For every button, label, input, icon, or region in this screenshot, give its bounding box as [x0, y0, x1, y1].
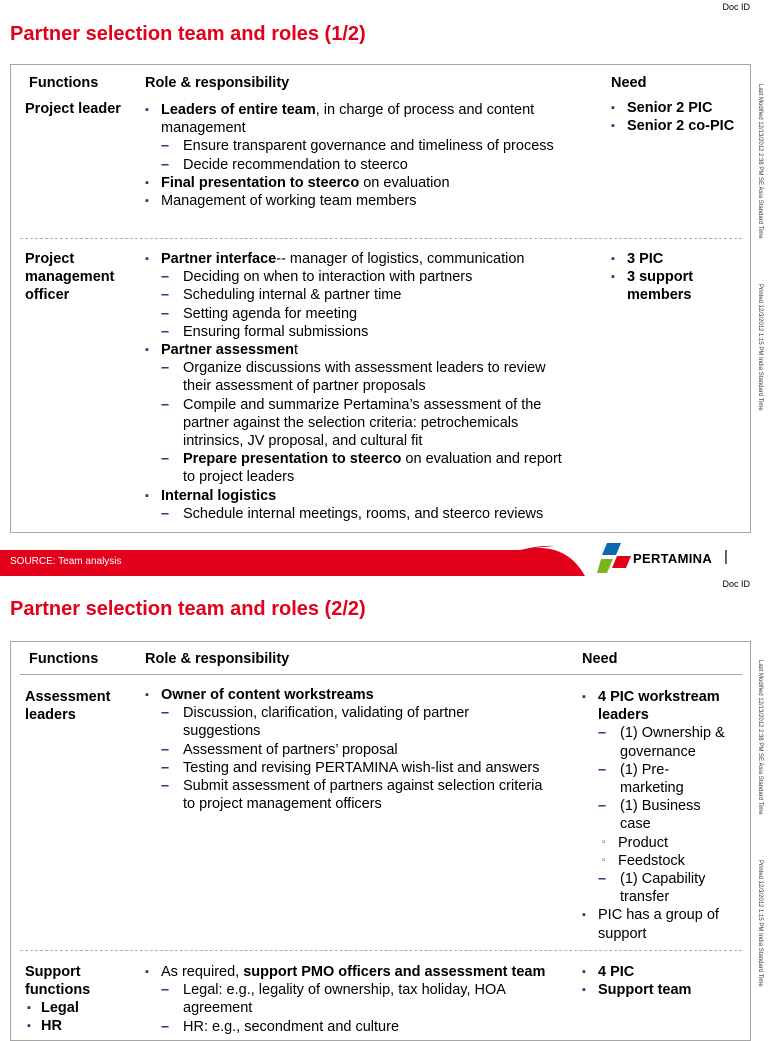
- list-item: [145, 981, 545, 999]
- item-text: to project leaders: [183, 469, 295, 486]
- bold-text: Final presentation to steerco: [161, 174, 360, 191]
- function-name: [25, 963, 90, 1035]
- list-item: [582, 906, 725, 924]
- list-item: [582, 870, 725, 888]
- item-text: , in charge of process and content: [315, 102, 535, 118]
- item-text: (1) Ownership &: [620, 725, 725, 742]
- header-functions: Functions: [29, 651, 99, 667]
- list-item: [145, 396, 562, 414]
- need-list: [582, 963, 691, 999]
- function-line: management: [25, 269, 115, 285]
- list-item: [145, 192, 554, 210]
- function-name: [25, 100, 121, 118]
- bullet-icon: ▪: [582, 966, 586, 978]
- list-item: [145, 119, 554, 137]
- header-need: Need: [611, 75, 647, 91]
- doc-id: Doc ID: [722, 579, 750, 589]
- bold-text: members: [627, 287, 692, 304]
- list-item: [582, 779, 725, 797]
- dash-icon: –: [161, 360, 170, 377]
- header-role: Role & responsibility: [145, 75, 290, 91]
- item-text: PIC has a group of: [598, 907, 719, 924]
- list-item: [145, 777, 542, 795]
- bold-text: Leaders of entire team: [161, 102, 316, 118]
- item-text: Testing and revising PERTAMINA wish-list and answers: [183, 759, 540, 776]
- list-item: [582, 834, 725, 852]
- list-item: [145, 999, 545, 1017]
- function-line: functions: [25, 982, 91, 998]
- bullet-icon: ▪: [145, 104, 149, 116]
- role-list: [145, 686, 542, 813]
- header-functions: Functions: [29, 75, 99, 91]
- function-bullet-text: HR: [41, 1018, 62, 1034]
- dash-icon: –: [161, 705, 170, 722]
- role-list: [145, 101, 554, 210]
- list-item: [145, 450, 562, 468]
- bullet-icon: ▪: [27, 1020, 31, 1032]
- bullet-icon: ▪: [145, 966, 149, 978]
- row-separator: [20, 238, 742, 239]
- list-item: [145, 505, 562, 523]
- list-item: [611, 286, 693, 304]
- logo-wordmark: PERTAMINA: [633, 551, 713, 566]
- bold-text: Prepare presentation to steerco: [183, 451, 402, 468]
- bold-text: leaders: [598, 707, 649, 724]
- function-line: officer: [25, 287, 70, 303]
- dash-icon: –: [161, 287, 170, 304]
- item-text: HR: e.g., secondment and culture: [183, 1018, 400, 1035]
- function-name: [25, 250, 114, 304]
- list-item: [145, 468, 562, 486]
- page-title: Partner selection team and roles (2/2): [10, 598, 366, 620]
- item-text: (1) Pre-: [620, 761, 670, 778]
- dash-icon: –: [161, 982, 170, 999]
- bullet-icon: ▪: [611, 253, 615, 265]
- role-list: [145, 963, 545, 1036]
- list-item: [145, 686, 542, 704]
- item-text: Setting agenda for meeting: [183, 305, 358, 322]
- square-bullet-icon: ▫: [602, 836, 606, 848]
- item-text: As required,: [161, 964, 244, 980]
- bold-text: Support team: [598, 982, 692, 999]
- list-item: [582, 761, 725, 779]
- bold-text: Senior 2 PIC: [627, 100, 713, 116]
- list-item: [145, 323, 562, 341]
- row-separator: [20, 950, 742, 951]
- bullet-icon: ▪: [582, 909, 586, 922]
- item-text: Legal: e.g., legality of ownership, tax holiday, HOA: [183, 982, 506, 999]
- list-item: [582, 706, 725, 724]
- list-item: [611, 250, 693, 268]
- function-bullet-text: Legal: [41, 1000, 79, 1016]
- list-item: [145, 341, 562, 359]
- item-text: Management of working team members: [161, 193, 417, 210]
- source-note: SOURCE: Team analysis: [10, 556, 122, 567]
- bullet-icon: ▪: [611, 271, 615, 284]
- bold-text: Senior 2 co-PIC: [627, 118, 735, 135]
- item-text: their assessment of partner proposals: [183, 378, 426, 395]
- dash-icon: –: [161, 741, 170, 758]
- item-text: (1) Business: [620, 798, 701, 815]
- list-item: [611, 117, 734, 135]
- dash-icon: –: [161, 323, 170, 340]
- item-text: governance: [620, 743, 696, 760]
- dash-icon: –: [161, 451, 170, 468]
- function-bullet: [25, 999, 90, 1017]
- list-item: [582, 981, 691, 999]
- item-text: Submit assessment of partners against selection criteria: [183, 778, 543, 795]
- header-role: Role & responsibility: [145, 651, 290, 667]
- list-item: [145, 432, 562, 450]
- list-item: [145, 722, 542, 740]
- list-item: [582, 888, 725, 906]
- item-text: Organize discussions with assessment leaders to review: [183, 360, 546, 377]
- item-text: Feedstock: [618, 852, 685, 869]
- role-list: [145, 250, 562, 523]
- item-text: Product: [618, 834, 668, 851]
- item-text: partner against the selection criteria: petrochemicals: [183, 414, 519, 431]
- last-modified-note: Last Modified 12/13/2012 2:38 PM SE Asia Standard Time: [757, 660, 763, 815]
- dash-icon: –: [598, 798, 607, 815]
- list-item: [582, 852, 725, 870]
- list-item: [145, 377, 562, 395]
- dash-icon: –: [161, 505, 170, 522]
- function-line: leaders: [25, 707, 76, 723]
- item-text: to project management officers: [183, 796, 382, 813]
- list-item: [611, 99, 734, 117]
- bold-text: 3 PIC: [627, 251, 664, 267]
- bold-text: Owner of content workstreams: [161, 687, 374, 703]
- item-text: suggestions: [183, 723, 261, 740]
- printed-note: Printed 12/3/2012 1:15 PM India Standard Time: [757, 860, 763, 987]
- bullet-icon: ▪: [145, 253, 149, 265]
- bullet-icon: ▪: [145, 195, 149, 208]
- need-list: [611, 99, 734, 135]
- bullet-icon: ▪: [27, 1002, 31, 1014]
- list-item: [145, 1018, 545, 1036]
- item-text: Assessment of partners’ proposal: [183, 741, 398, 758]
- item-text: marketing: [620, 780, 684, 797]
- list-item: [145, 174, 554, 192]
- dash-icon: –: [161, 269, 170, 286]
- header-rule: [20, 674, 742, 675]
- dash-icon: –: [161, 138, 170, 155]
- bold-text: Partner assessmen: [161, 342, 294, 359]
- function-line: Assessment: [25, 689, 111, 705]
- list-item: [145, 286, 562, 304]
- item-text: Ensure transparent governance and timeliness of process: [183, 138, 554, 155]
- function-name: [25, 688, 110, 724]
- list-item: [145, 250, 562, 268]
- bold-text: 4 PIC workstream: [598, 689, 720, 705]
- bullet-icon: ▪: [582, 984, 586, 997]
- dash-icon: –: [161, 156, 170, 173]
- item-text: Deciding on when to interaction with partners: [183, 269, 473, 286]
- item-text: Schedule internal meetings, rooms, and steerco reviews: [183, 505, 544, 522]
- item-text: (1) Capability: [620, 871, 706, 888]
- item-text: agreement: [183, 1000, 253, 1017]
- list-item: [145, 268, 562, 286]
- dash-icon: –: [161, 305, 170, 322]
- bold-text: Partner interface: [161, 251, 277, 267]
- list-item: [611, 268, 693, 286]
- item-text: t: [294, 342, 299, 359]
- function-bullet: [25, 1017, 90, 1035]
- pertamina-logo-icon: [597, 541, 633, 574]
- list-item: [145, 305, 562, 323]
- item-text: management: [161, 120, 246, 137]
- list-item: [145, 487, 562, 505]
- list-item: [145, 741, 542, 759]
- item-text: Discussion, clarification, validating of partner: [183, 705, 470, 722]
- header-need: Need: [582, 651, 618, 667]
- bold-text: Internal logistics: [161, 487, 277, 504]
- list-item: [582, 724, 725, 742]
- item-text: case: [620, 816, 651, 833]
- item-text: on evaluation and report: [401, 451, 562, 468]
- dash-icon: –: [598, 725, 607, 742]
- need-list: [611, 250, 693, 305]
- bullet-icon: ▪: [611, 120, 615, 133]
- function-line: Support: [25, 964, 81, 980]
- bold-text: 4 PIC: [598, 964, 635, 980]
- list-item: [145, 359, 562, 377]
- list-item: [582, 743, 725, 761]
- dash-icon: –: [161, 778, 170, 795]
- list-item: [145, 414, 562, 432]
- item-text: support: [598, 925, 647, 942]
- bullet-icon: ▪: [145, 489, 149, 502]
- list-item: [145, 137, 554, 155]
- item-text: Decide recommendation to steerco: [183, 156, 408, 173]
- list-item: [145, 759, 542, 777]
- list-item: [145, 101, 554, 119]
- item-text: on evaluation: [359, 174, 450, 191]
- bullet-icon: ▪: [145, 344, 149, 357]
- item-text: Compile and summarize Pertamina’s assessment of the: [183, 396, 542, 413]
- page-title: Partner selection team and roles (1/2): [10, 23, 366, 45]
- function-line: Project leader: [25, 101, 121, 117]
- list-item: [145, 704, 542, 722]
- list-item: [145, 156, 554, 174]
- bold-text: 3 support: [627, 269, 694, 286]
- item-text: transfer: [620, 889, 670, 906]
- item-text: intrinsics, JV proposal, and cultural fit: [183, 433, 423, 450]
- dash-icon: –: [161, 759, 170, 776]
- bullet-icon: ▪: [582, 691, 586, 703]
- last-modified-note: Last Modified 12/13/2012 2:38 PM SE Asia Standard Time: [757, 84, 763, 239]
- printed-note: Printed 12/3/2012 1:15 PM India Standard Time: [757, 284, 763, 411]
- square-bullet-icon: ▫: [602, 854, 606, 866]
- list-item: [582, 963, 691, 981]
- item-text: Scheduling internal & partner time: [183, 287, 402, 304]
- list-item: [145, 795, 542, 813]
- doc-id: Doc ID: [722, 2, 750, 12]
- dash-icon: –: [161, 1018, 170, 1035]
- dash-icon: –: [161, 396, 170, 413]
- list-item: [582, 797, 725, 815]
- list-item: [582, 925, 725, 943]
- bold-text: support PMO officers and assessment team: [243, 964, 546, 980]
- bullet-icon: ▪: [611, 102, 615, 114]
- function-line: Project: [25, 251, 75, 267]
- bullet-icon: ▪: [145, 689, 149, 701]
- dash-icon: –: [598, 871, 607, 888]
- list-item: [582, 688, 725, 706]
- dash-icon: –: [598, 761, 607, 778]
- list-item: [145, 963, 545, 981]
- list-item: [582, 815, 725, 833]
- need-list: [582, 688, 725, 943]
- item-text: Ensuring formal submissions: [183, 323, 369, 340]
- item-text: -- manager of logistics, communication: [276, 251, 525, 267]
- footer-divider: |: [724, 548, 728, 565]
- bullet-icon: ▪: [145, 176, 149, 189]
